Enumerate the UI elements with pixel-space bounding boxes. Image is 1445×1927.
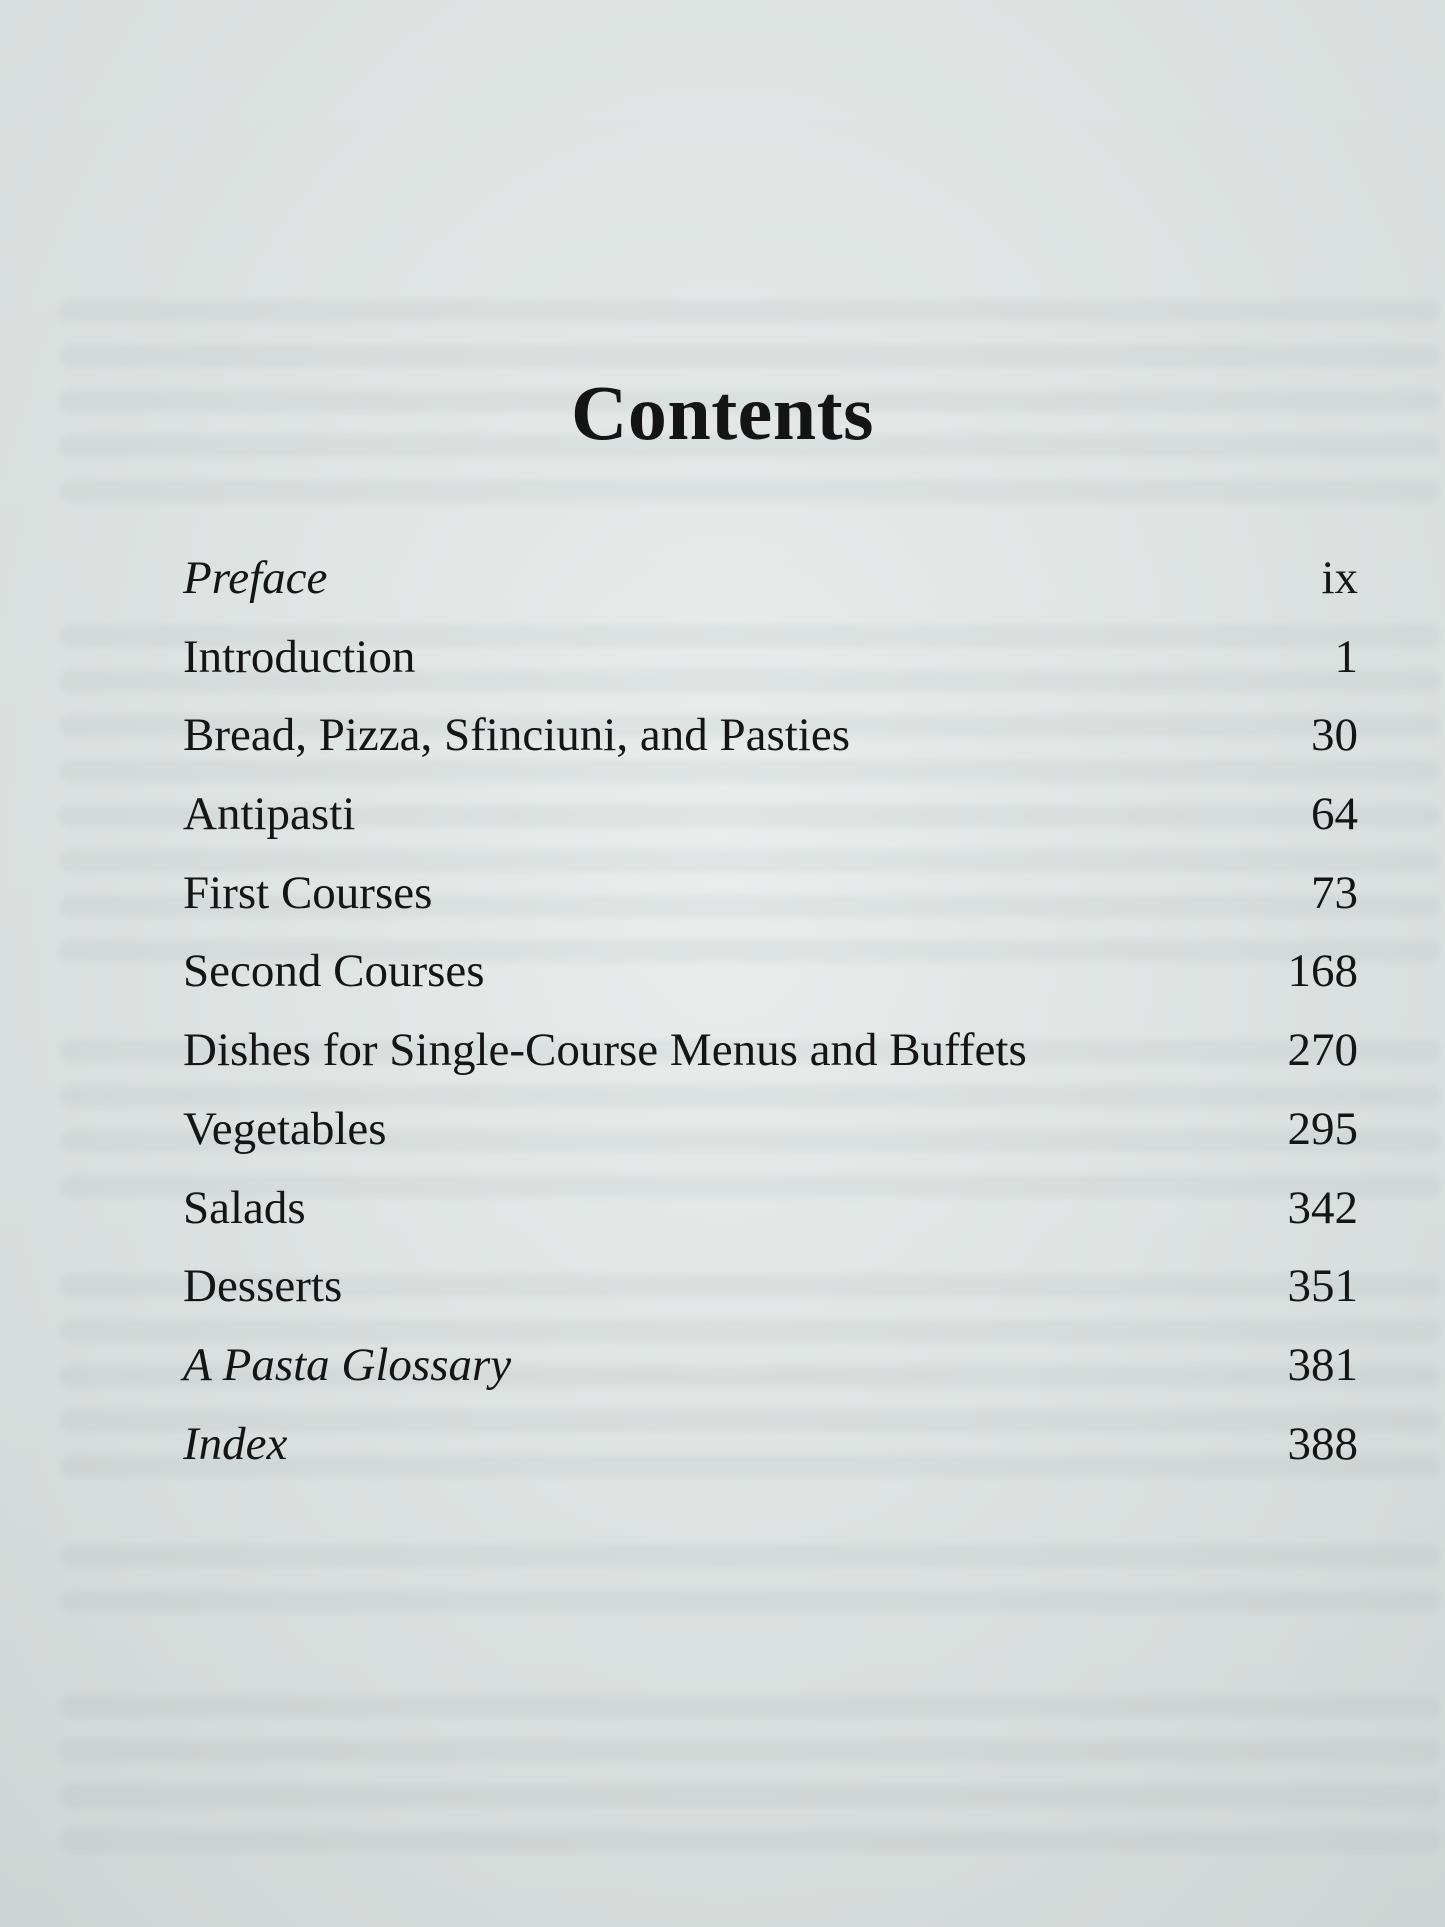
toc-entry [183, 551, 1358, 630]
toc-entry [183, 1417, 1358, 1496]
toc-entry [183, 630, 1358, 709]
toc-entry-title: Antipasti [183, 788, 356, 841]
toc-entry-title: Desserts [183, 1260, 343, 1313]
toc-entry-title: Salads [183, 1181, 306, 1234]
toc-entry-page-number: 381 [1287, 1338, 1358, 1391]
toc-entry-page-number: ix [1321, 552, 1358, 604]
toc-entry-page-number: 64 [1311, 788, 1358, 841]
toc-entry-page-number: 342 [1287, 1181, 1358, 1234]
toc-entry-page-number: 270 [1287, 1024, 1358, 1077]
toc-entry-page-number: 295 [1287, 1102, 1358, 1155]
toc-entry [183, 787, 1358, 866]
toc-entry-page-number: 73 [1311, 866, 1358, 919]
toc-entry-title: Dishes for Single-Course Menus and Buffets [183, 1024, 1027, 1077]
toc-entry-title: Introduction [183, 630, 416, 683]
toc-entry-page-number: 388 [1287, 1417, 1358, 1470]
toc-entry-page-number: 168 [1287, 945, 1358, 998]
toc-entry-title: A Pasta Glossary [183, 1338, 512, 1391]
toc-entry-page-number: 30 [1311, 709, 1358, 762]
table-of-contents [183, 551, 1358, 1495]
toc-entry [183, 1259, 1358, 1338]
toc-entry [183, 1023, 1358, 1102]
toc-entry-title: Bread, Pizza, Sfinciuni, and Pasties [183, 709, 850, 762]
toc-entry [183, 866, 1358, 945]
toc-entry-title: Second Courses [183, 945, 485, 998]
toc-entry [183, 708, 1358, 787]
toc-entry-title: First Courses [183, 866, 433, 919]
toc-entry-title: Preface [183, 552, 328, 604]
toc-entry [183, 944, 1358, 1023]
page-title: Contents [570, 369, 874, 456]
toc-entry [183, 1102, 1358, 1181]
toc-entry-title: Index [183, 1417, 288, 1470]
toc-entry-page-number: 351 [1287, 1260, 1358, 1313]
toc-entry [183, 1181, 1358, 1260]
toc-entry-title: Vegetables [183, 1102, 387, 1155]
toc-entry [183, 1338, 1358, 1417]
toc-entry-page-number: 1 [1334, 630, 1358, 683]
